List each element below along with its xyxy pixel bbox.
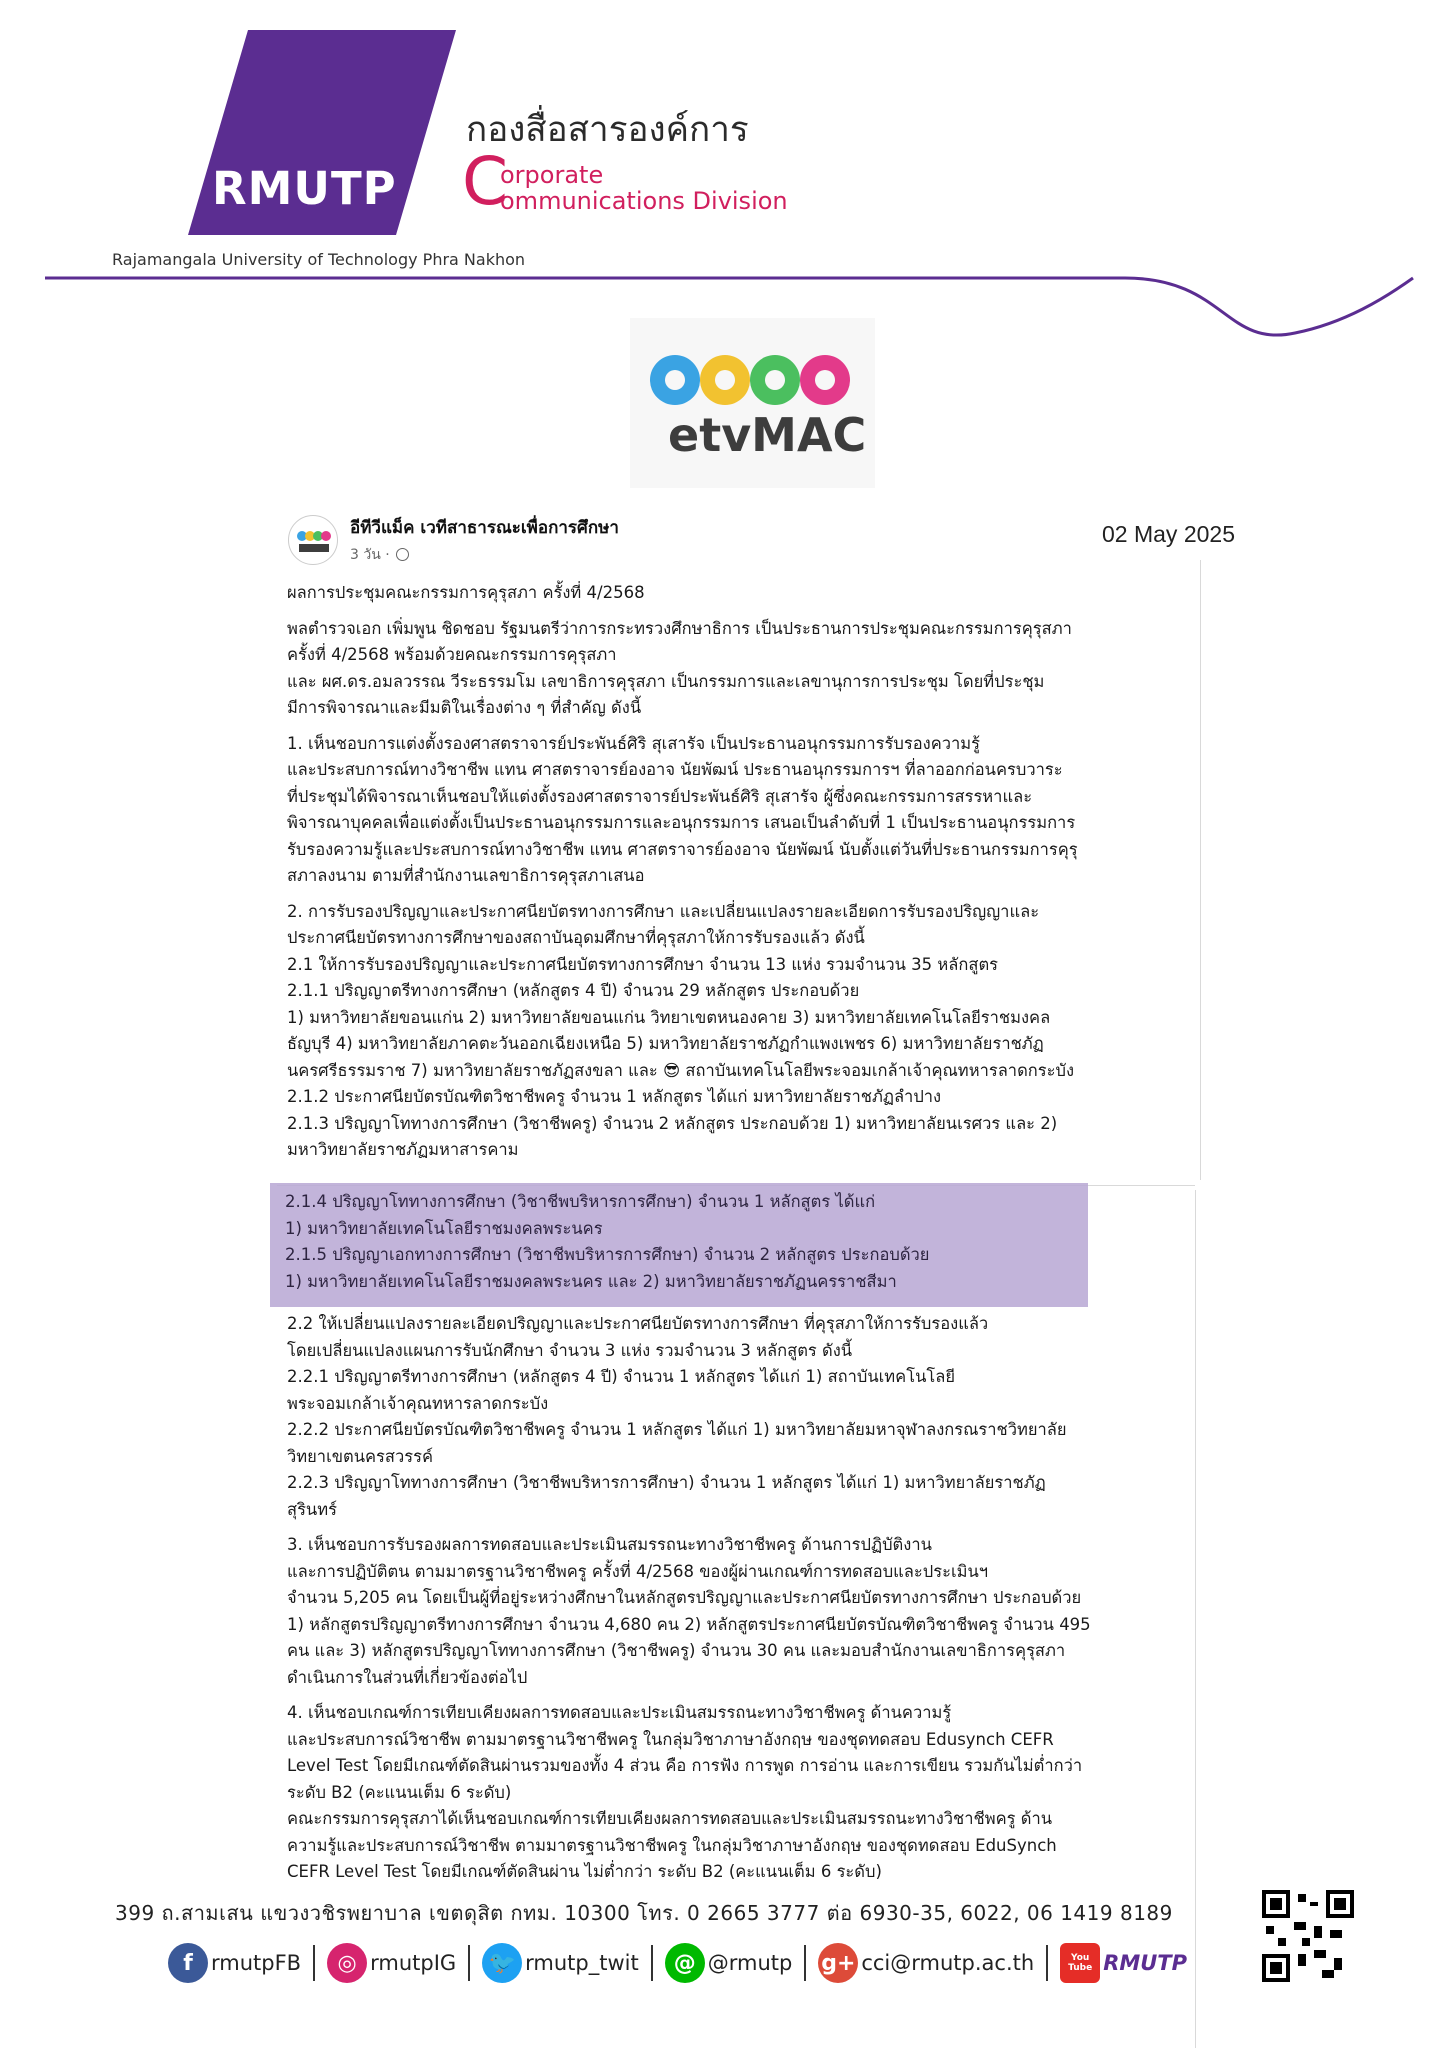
post-text-line: ระดับ B2 (คะแนนเต็ม 6 ระดับ)	[287, 1782, 512, 1802]
etvmac-avatar-icon	[289, 516, 338, 565]
org-name-thai: กองสื่อสารองค์การ	[466, 110, 749, 150]
social-label: rmutpIG	[370, 1951, 457, 1975]
globe-icon	[396, 548, 409, 561]
post-text-line: และประสบการณ์ทางวิชาชีพ แทน ศาสตราจารย์องอาจ นัยพัฒน์ ประธานอนุกรรมการฯ ที่ลาออกก่อนครบวาระ	[287, 760, 1063, 779]
post-text-line: สภาลงนาม ตามที่สำนักงานเลขาธิการคุรุสภาเสนอ	[287, 866, 645, 885]
social-label: cci@rmutp.ac.th	[861, 1951, 1035, 1975]
cc-line-2: ommunications Division	[500, 187, 788, 215]
post-text-line: มหาวิทยาลัยราชภัฏมหาสารคาม	[287, 1140, 519, 1159]
post-body-highlighted	[285, 1189, 929, 1295]
post-text-line: ครั้งที่ 4/2568 พร้อมด้วยคณะกรรมการคุรุสภา	[287, 645, 617, 664]
post-text-line: คณะกรรมการคุรุสภาได้เห็นชอบเกณฑ์การเทียบเคียงผลการทดสอบและประเมินสมรรถนะทางวิชาชีพครู ด้าน	[287, 1809, 1052, 1828]
facebook-icon: f	[168, 1943, 208, 1983]
line-icon: @	[665, 1943, 705, 1983]
divider	[1200, 560, 1201, 1180]
post-text-line: ประกาศนียบัตรทางการศึกษาของสถาบันอุดมศึกษาที่คุรุสภาให้การรับรองแล้ว ดังนี้	[287, 928, 865, 947]
post-text-line: วิทยาเขตนครสวรรค์	[287, 1446, 433, 1466]
logo-text: RMUTP	[212, 162, 397, 215]
post-text-line: ความรู้และประสบการณ์วิชาชีพ ตามมาตรฐานวิชาชีพครู ในกลุ่มวิชาภาษาอังกฤษ ของชุดทดสอบ EduSynch	[287, 1835, 1057, 1855]
post-text-line: 2.1.2 ประกาศนียบัตรบัณฑิตวิชาชีพครู จำนวน 1 หลักสูตร ได้แก่ มหาวิทยาลัยราชภัฏลำปาง	[287, 1087, 942, 1106]
divider	[1195, 1190, 1196, 2048]
rmutp-logo	[188, 30, 458, 235]
post-text-line: และการปฏิบัติตน ตามมาตรฐานวิชาชีพครู ครั้งที่ 4/2568 ของผู้ผ่านเกณฑ์การทดสอบและประเมินฯ	[287, 1561, 989, 1581]
post-text-line: 2.2 ให้เปลี่ยนแปลงรายละเอียดปริญญาและประกาศนียบัตรทางการศึกษา ที่คุรุสภาให้การรับรองแล้ว	[287, 1314, 989, 1333]
post-text-line	[287, 607, 1078, 616]
post-text-line: 1) หลักสูตรปริญญาตรีทางการศึกษา จำนวน 4,680 คน 2) หลักสูตรประกาศนียบัตรบัณฑิตวิชาชีพครู จำนวน 495	[287, 1614, 1091, 1634]
post-text-line	[287, 1523, 1091, 1532]
post-body-bottom	[287, 1311, 1091, 1886]
post-body-top	[287, 580, 1078, 1164]
social-label: RMUTP	[1103, 1951, 1188, 1975]
post-text-line: 1) มหาวิทยาลัยขอนแก่น 2) มหาวิทยาลัยขอนแก่น วิทยาเขตหนองคาย 3) มหาวิทยาลัยเทคโนโลยีราชมงคล	[287, 1007, 1051, 1027]
post-text-line: CEFR Level Test โดยมีเกณฑ์ตัดสินผ่าน ไม่ต่ำกว่า ระดับ B2 (คะแนนเต็ม 6 ระดับ)	[287, 1862, 882, 1881]
social-link-3[interactable]	[665, 1943, 793, 1983]
post-text-line: 2.1 ให้การรับรองปริญญาและประกาศนียบัตรทางการศึกษา จำนวน 13 แห่ง รวมจำนวน 35 หลักสูตร	[287, 954, 999, 974]
social-separator	[651, 1945, 653, 1981]
social-separator	[313, 1945, 315, 1981]
post-text-line: และ ผศ.ดร.อมลวรรณ วีระธรรมโม เลขาธิการคุรุสภา เป็นกรรมการและเลขานุการการประชุม โดยที่ประชุม	[287, 671, 1045, 691]
cc-letter: C	[462, 143, 509, 220]
social-label: @rmutp	[707, 1951, 793, 1975]
post-text-line: 2.2.2 ประกาศนียบัตรบัณฑิตวิชาชีพครู จำนวน 1 หลักสูตร ได้แก่ 1) มหาวิทยาลัยมหาจุฬาลงกรณราชวิทยาลัย	[287, 1420, 1067, 1439]
post-text-line: 2.2.3 ปริญญาโททางการศึกษา (วิชาชีพบริหารการศึกษา) จำนวน 1 หลักสูตร ได้แก่ 1) มหาวิทยาลัยราชภัฏ	[287, 1473, 1046, 1492]
post-text-line: 2.1.4 ปริญญาโททางการศึกษา (วิชาชีพบริหารการศึกษา) จำนวน 1 หลักสูตร ได้แก่	[285, 1192, 876, 1211]
post-text-line: 2.1.3 ปริญญาโททางการศึกษา (วิชาชีพครู) จำนวน 2 หลักสูตร ประกอบด้วย 1) มหาวิทยาลัยนเรศวร และ 2)	[287, 1113, 1058, 1133]
post-text-line: 2.1.5 ปริญญาเอกทางการศึกษา (วิชาชีพบริหารการศึกษา) จำนวน 2 หลักสูตร ประกอบด้วย	[285, 1245, 930, 1264]
post-author[interactable]: อีทีวีแม็ค เวทีสาธารณะเพื่อการศึกษา	[350, 518, 619, 538]
post-text-line: โดยเปลี่ยนแปลงแผนการรับนักศึกษา จำนวน 3 แห่ง รวมจำนวน 3 หลักสูตร ดังนี้	[287, 1340, 853, 1360]
social-link-4[interactable]	[818, 1943, 1034, 1983]
post-text-line: ที่ประชุมได้พิจารณาเห็นชอบให้แต่งตั้งรองศาสตราจารย์ประพันธ์ศิริ สุเสารัจ ผู้ซึ่งคณะกรรมการสรรหาและ	[287, 786, 1033, 806]
post-text-line: สุรินทร์	[287, 1499, 337, 1519]
post-text-line: 2.2.1 ปริญญาตรีทางการศึกษา (หลักสูตร 4 ปี) จำนวน 1 หลักสูตร ได้แก่ 1) สถาบันเทคโนโลยี	[287, 1367, 955, 1386]
social-link-5[interactable]	[1060, 1943, 1187, 1983]
post-text-line: พลตำรวจเอก เพิ่มพูน ชิดชอบ รัฐมนตรีว่าการกระทรวงศึกษาธิการ เป็นประธานการประชุมคณะกรรมการคุรุสภา	[287, 618, 1072, 638]
social-link-0[interactable]	[168, 1943, 301, 1983]
social-separator	[804, 1945, 806, 1981]
post-text-line	[287, 1691, 1091, 1700]
instagram-icon: ◎	[327, 1943, 367, 1983]
post-text-line: 2.1.1 ปริญญาตรีทางการศึกษา (หลักสูตร 4 ปี) จำนวน 29 หลักสูตร ประกอบด้วย	[287, 981, 860, 1000]
etvmac-logo	[630, 318, 875, 488]
post-text-line: และประสบการณ์วิชาชีพ ตามมาตรฐานวิชาชีพครู ในกลุ่มวิชาภาษาอังกฤษ ของชุดทดสอบ Edusynch CEFR	[287, 1729, 1054, 1749]
university-name: Rajamangala University of Technology Phra Nakhon	[112, 250, 526, 269]
footer-address: 399 ถ.สามเสน แขวงวชิรพยาบาล เขตดุสิต กทม. 10300 โทร. 0 2665 3777 ต่อ 6930-35, 6022, 06 1419 8189	[115, 1901, 1173, 1925]
etvmac-logo-icon	[630, 318, 875, 488]
post-text-line: นครศรีธรรมราช 7) มหาวิทยาลัยราชภัฏสงขลา และ 😎 สถาบันเทคโนโลยีพระจอมเกล้าเจ้าคุณทหารลาดกระบัง	[287, 1060, 1075, 1080]
post-text-line: 1) มหาวิทยาลัยเทคโนโลยีราชมงคลพระนคร	[285, 1218, 603, 1238]
post-text-line	[287, 722, 1078, 731]
social-separator	[468, 1945, 470, 1981]
post-text-line: 1. เห็นชอบการแต่งตั้งรองศาสตราจารย์ประพันธ์ศิริ สุเสารัจ เป็นประธานอนุกรรมการรับรองความรู้	[287, 733, 981, 753]
post-text-line: 4. เห็นชอบเกณฑ์การเทียบเคียงผลการทดสอบและประเมินสมรรถนะทางวิชาชีพครู ด้านความรู้	[287, 1703, 952, 1722]
google-plus-icon: g+	[818, 1943, 858, 1983]
post-text-line: 3. เห็นชอบการรับรองผลการทดสอบและประเมินสมรรถนะทางวิชาชีพครู ด้านการปฏิบัติงาน	[287, 1535, 932, 1554]
corporate-communications-wordmark	[462, 143, 862, 225]
post-text-line: มีการพิจารณาและมีมติในเรื่องต่าง ๆ ที่สำคัญ ดังนี้	[287, 698, 642, 717]
post-text-line: ธัญบุรี 4) มหาวิทยาลัยภาคตะวันออกเฉียงเหนือ 5) มหาวิทยาลัยราชภัฏกำแพงเพชร 6) มหาวิทยาลัยราชภัฏ	[287, 1034, 1044, 1053]
post-text-line: Level Test โดยมีเกณฑ์ตัดสินผ่านรวมของทั้ง 4 ส่วน คือ การฟัง การพูด การอ่าน และการเขียน รวมกันไม่ต่ำกว่า	[287, 1756, 1083, 1775]
social-link-1[interactable]	[327, 1943, 456, 1983]
etvmac-wordmark: etvMAC	[668, 408, 867, 462]
twitter-icon: 🐦	[482, 1943, 522, 1983]
post-meta	[350, 544, 409, 566]
post-text-line: จำนวน 5,205 คน โดยเป็นผู้ที่อยู่ระหว่างศึกษาในหลักสูตรปริญญาและประกาศนียบัตรทางการศึกษา ประกอบด้วย	[287, 1588, 1082, 1607]
cc-line-1: orporate	[500, 161, 604, 189]
social-label: rmutp_twit	[525, 1951, 639, 1975]
post-text-line: พระจอมเกล้าเจ้าคุณทหารลาดกระบัง	[287, 1393, 549, 1413]
social-label: rmutpFB	[211, 1951, 302, 1975]
avatar[interactable]	[288, 515, 338, 565]
post-text-line: ผลการประชุมคณะกรรมการคุรุสภา ครั้งที่ 4/2568	[287, 583, 645, 602]
post-text-line	[287, 890, 1078, 899]
post-text-line: คน และ 3) หลักสูตรปริญญาโททางการศึกษา (วิชาชีพครู) จำนวน 30 คน และมอบสำนักงานเลขาธิการคุรุสภา	[287, 1641, 1066, 1660]
youtube-icon: You Tube	[1060, 1943, 1100, 1983]
post-text-line: ดำเนินการในส่วนที่เกี่ยวข้องต่อไป	[287, 1667, 528, 1687]
social-links	[168, 1938, 1187, 1988]
post-text-line: 1) มหาวิทยาลัยเทคโนโลยีราชมงคลพระนคร และ 2) มหาวิทยาลัยราชภัฏนครราชสีมา	[285, 1271, 897, 1291]
qr-code-icon[interactable]	[1262, 1890, 1354, 1982]
post-text-line: พิจารณาบุคคลเพื่อแต่งตั้งเป็นประธานอนุกรรมการและอนุกรรมการ เสนอเป็นลำดับที่ 1 เป็นประธานอนุกรรมการ	[287, 813, 1076, 832]
post-time[interactable]: 3 วัน ·	[350, 547, 390, 563]
social-separator	[1046, 1945, 1048, 1981]
social-link-2[interactable]	[482, 1943, 639, 1983]
post-text-line: 2. การรับรองปริญญาและประกาศนียบัตรทางการศึกษา และเปลี่ยนแปลงรายละเอียดการรับรองปริญญาและ	[287, 901, 1040, 921]
post-text-line: รับรองความรู้และประสบการณ์ทางวิชาชีพ แทน ศาสตราจารย์องอาจ นัยพัฒน์ นับตั้งแต่วันที่ประธานกรรมการคุรุ	[287, 839, 1078, 859]
post-date: 02 May 2025	[1102, 521, 1235, 547]
